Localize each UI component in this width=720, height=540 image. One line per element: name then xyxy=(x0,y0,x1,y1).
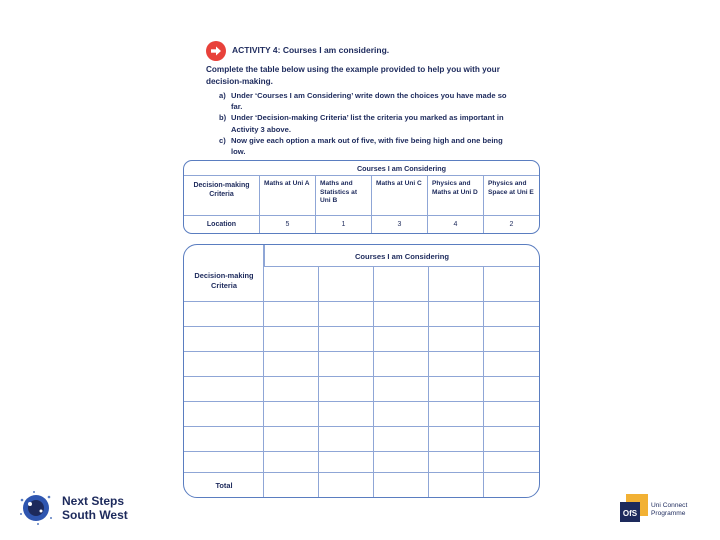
step-text: Now give each option a mark out of five, with five being high and one being low. xyxy=(231,135,503,157)
grid-line xyxy=(184,351,540,352)
instruction-step xyxy=(219,90,519,112)
grid-line xyxy=(263,245,264,498)
example-table-header xyxy=(184,161,539,176)
instruction-step xyxy=(219,135,519,157)
score-cell: 1 xyxy=(316,216,372,234)
course-header-cell: Maths at Uni A xyxy=(260,176,316,215)
score-cell: 3 xyxy=(372,216,428,234)
activity-title: ACTIVITY 4: Courses I am considering. xyxy=(232,45,390,55)
instruction-list xyxy=(219,90,519,157)
logo-line: South West xyxy=(62,508,128,522)
table-row xyxy=(184,216,539,234)
ofs-mark-text: OfS xyxy=(622,509,638,518)
blank-table-header xyxy=(264,245,539,267)
ofs-logo-text xyxy=(651,502,687,517)
grid-line xyxy=(184,451,540,452)
ofs-logo-icon xyxy=(620,494,648,522)
criterion-cell: Location xyxy=(184,216,260,234)
course-header-cell: Maths at Uni C xyxy=(372,176,428,215)
instruction-step xyxy=(219,112,519,134)
grid-line xyxy=(184,301,540,302)
example-header-row xyxy=(184,176,539,216)
grid-line xyxy=(184,376,540,377)
step-text: Under ‘Decision-making Criteria’ list the criteria you marked as important in Activity 3 above. xyxy=(231,113,504,134)
blank-table-title: Courses I am Considering xyxy=(354,252,450,261)
criteria-header-cell: Decision-making Criteria xyxy=(194,271,254,290)
next-steps-logo-text xyxy=(62,494,128,522)
score-cell: 4 xyxy=(428,216,484,234)
step-label: b) xyxy=(219,113,227,123)
score-cell: 5 xyxy=(260,216,316,234)
step-label: a) xyxy=(219,91,226,100)
logo-line: Uni Connect xyxy=(651,502,688,509)
score-cell: 2 xyxy=(509,221,514,228)
activity-intro: Complete the table below using the example provided to help you with your decision-making. xyxy=(206,65,500,86)
step-text: Under ‘Courses I am Considering’ write down the choices you have made so far. xyxy=(231,91,507,112)
logo-line: Next Steps xyxy=(62,494,125,508)
example-table xyxy=(183,160,540,234)
grid-line xyxy=(184,326,540,327)
course-header-cell: Maths and Statistics at Uni B xyxy=(316,176,372,215)
grid-line xyxy=(184,401,540,402)
step-label: c) xyxy=(219,135,226,145)
grid-line xyxy=(184,472,540,473)
course-header-cell: Physics and Space at Uni E xyxy=(488,180,534,196)
course-header-cell: Physics and Maths at Uni D xyxy=(428,176,484,215)
grid-line xyxy=(184,426,540,427)
arrow-right-icon xyxy=(206,41,226,61)
criteria-header-cell: Decision-making Criteria xyxy=(184,176,260,215)
logo-line: Programme xyxy=(651,509,686,517)
example-table-title: Courses I am Considering xyxy=(356,164,447,173)
next-steps-logo-icon xyxy=(18,490,54,526)
blank-table xyxy=(183,244,540,498)
total-label: Total xyxy=(215,481,233,490)
